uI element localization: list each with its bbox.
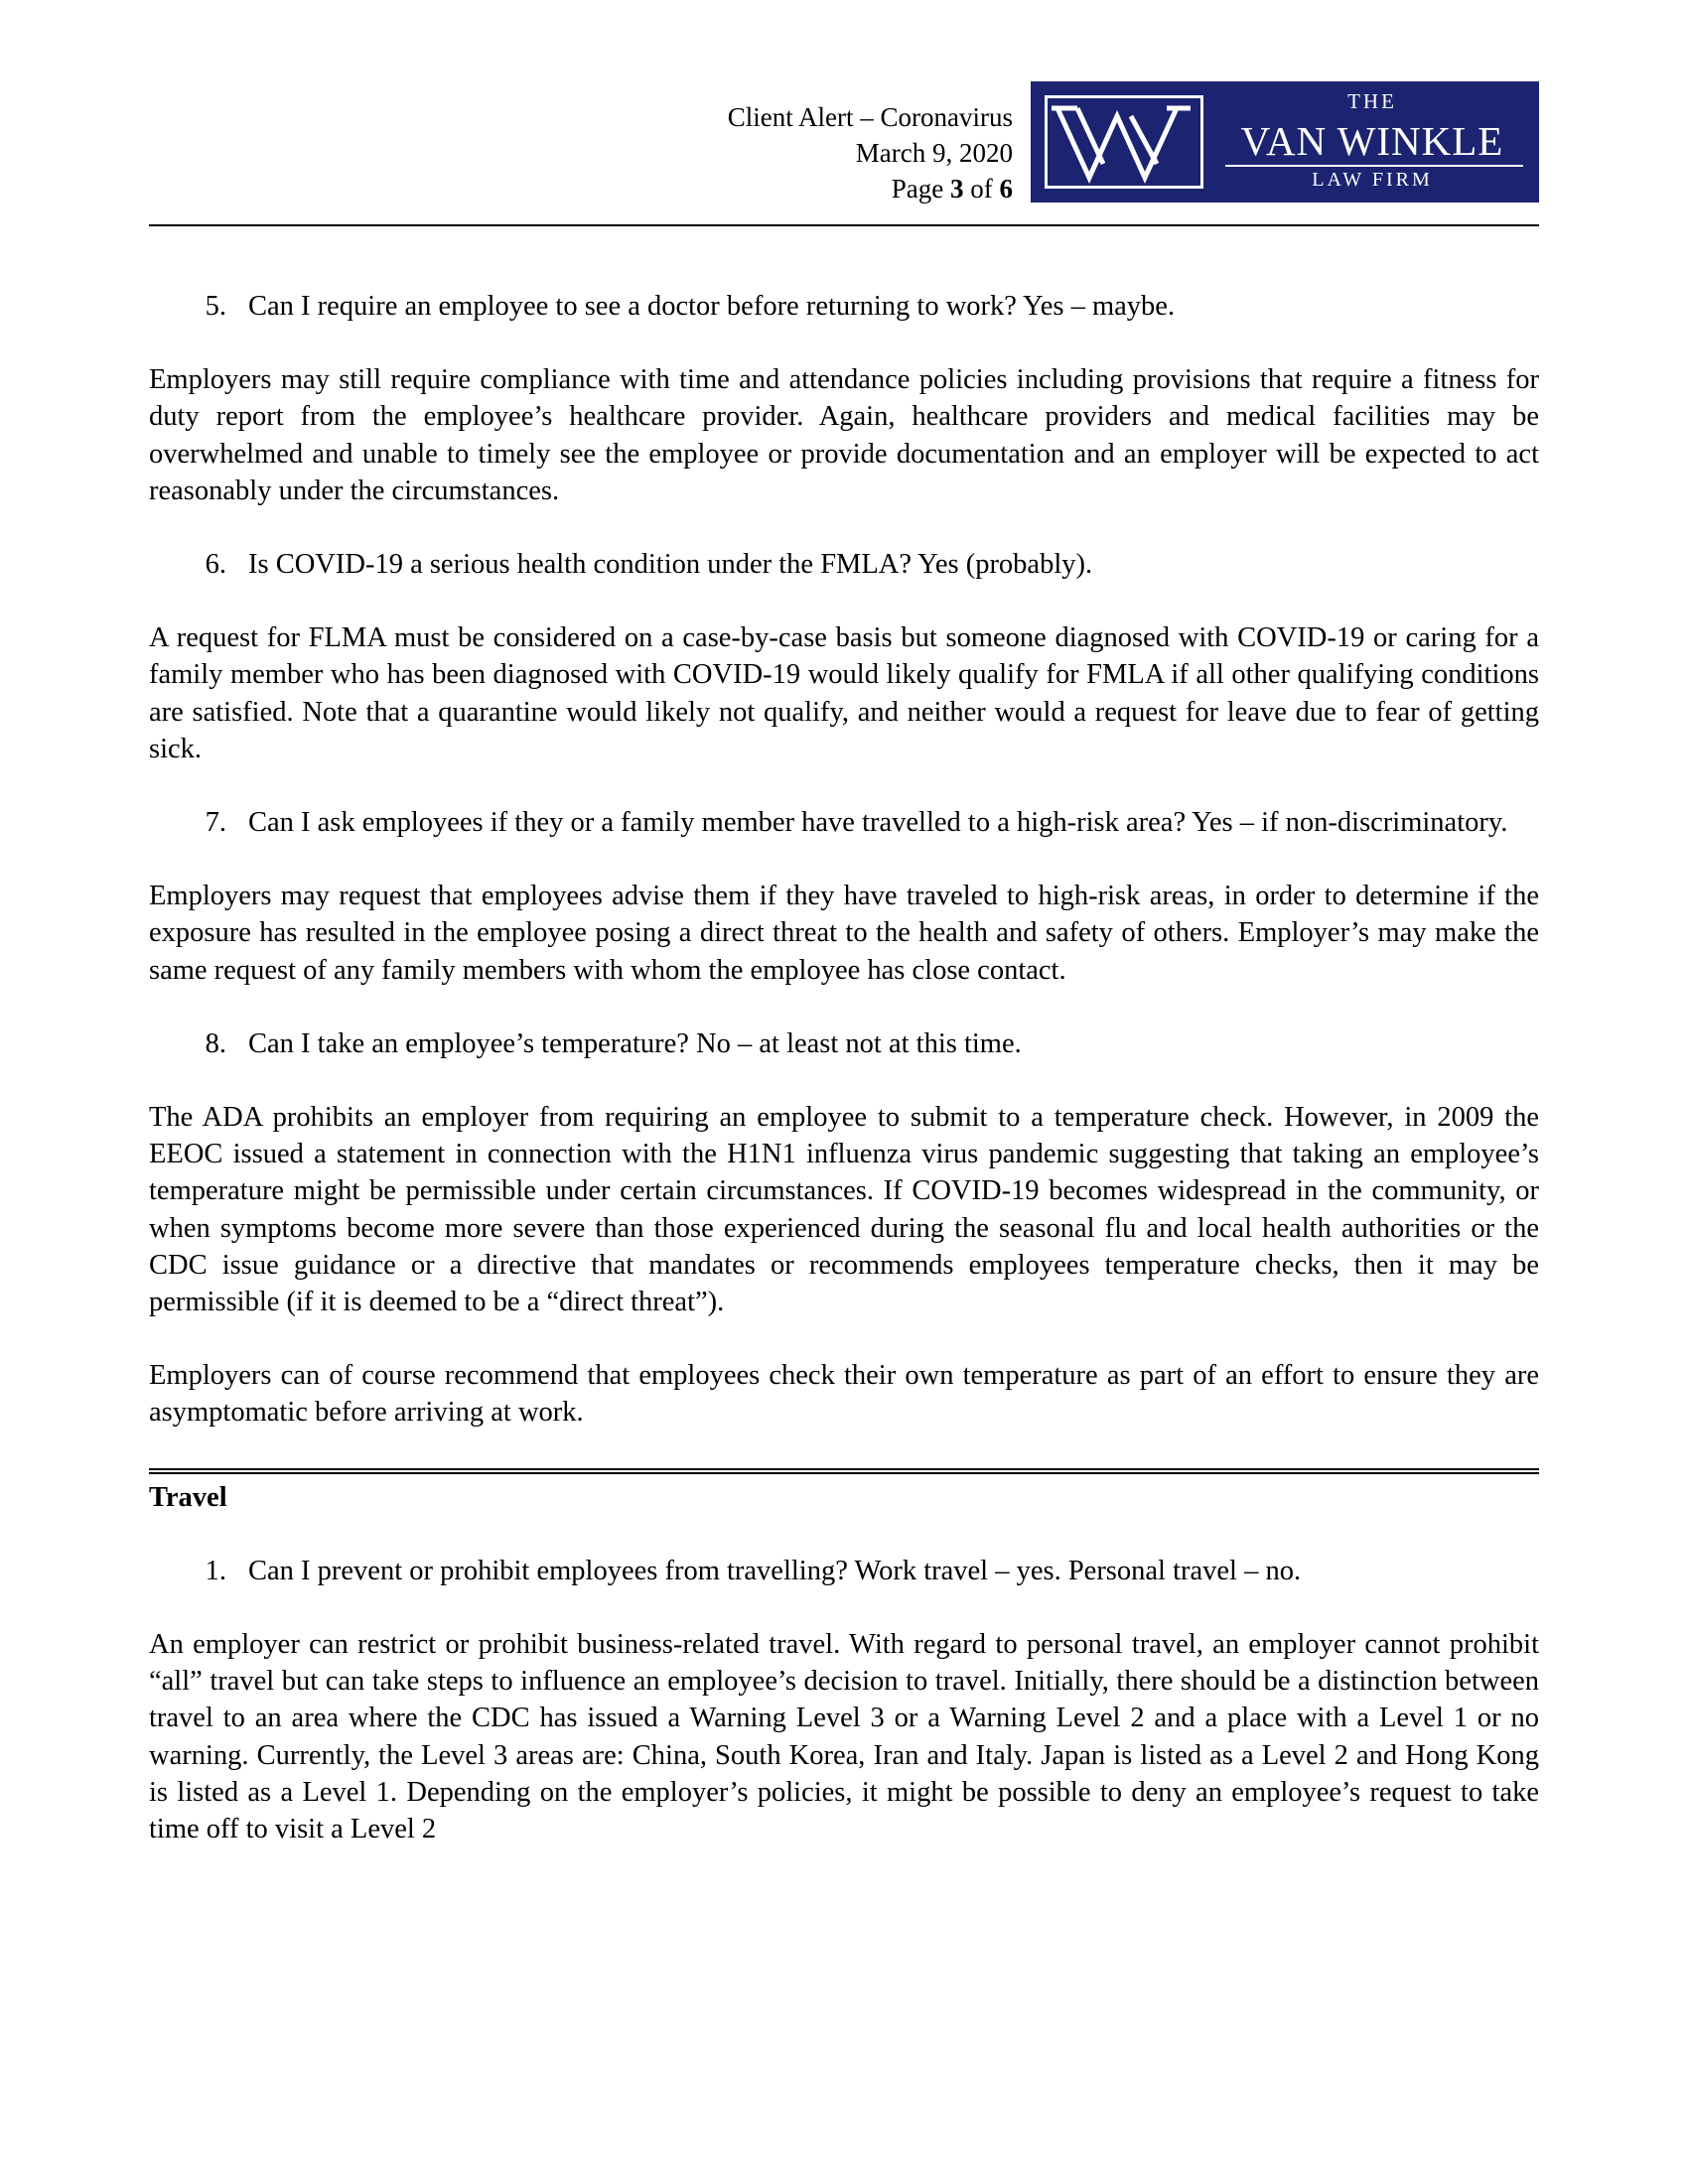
question-6 bbox=[149, 546, 1539, 583]
question-number: 5. bbox=[205, 291, 226, 322]
vw-monogram-icon bbox=[1045, 95, 1203, 189]
question-8 bbox=[149, 1025, 1539, 1062]
section-divider bbox=[149, 1468, 1539, 1474]
alert-title: Client Alert – Coronavirus bbox=[727, 102, 1013, 132]
question-text: Can I take an employee’s temperature? No – at least not at this time. bbox=[248, 1027, 1022, 1059]
question-number: 8. bbox=[205, 1027, 226, 1059]
question-number: 7. bbox=[205, 807, 226, 839]
recommendation-paragraph: Employers can of course recommend that employees check their own temperature as part of an effort to ensure they are asymptomatic before arriving at work. bbox=[149, 1360, 1539, 1429]
question-text: Is COVID-19 a serious health condition under the FMLA? Yes (probably). bbox=[248, 549, 1093, 581]
page-total: 6 bbox=[999, 174, 1013, 204]
document-body bbox=[149, 288, 1539, 1884]
question-7 bbox=[149, 804, 1539, 841]
page-of: of bbox=[970, 174, 993, 204]
logo-divider bbox=[1225, 165, 1523, 167]
question-number: 1. bbox=[205, 1555, 226, 1586]
page-number bbox=[728, 171, 1013, 206]
page-current: 3 bbox=[950, 174, 964, 204]
logo-the: THE bbox=[1347, 89, 1397, 113]
answer-paragraph: The ADA prohibits an employer from requiring an employee to submit to a temperature check. However, in 2009 the EEOC issued a statement in connection with the H1N1 influenza virus pandemic suggesting that taking an employee’s temperature might be permissible under certain circumstances. If COVID-19 becomes widespread in the community, or when symptoms become more severe than those experienced during the seasonal flu and local health authorities or the CDC issue guidance or a directive that mandates or recommends employees temperature checks, then it may be permissible (if it is deemed to be a “direct threat”). bbox=[149, 1102, 1539, 1318]
page-prefix: Page bbox=[891, 174, 944, 204]
logo-subtitle: LAW FIRM bbox=[1312, 169, 1433, 191]
question-number: 6. bbox=[205, 549, 226, 581]
question-text: Can I prevent or prohibit employees from travelling? Work travel – yes. Personal travel – no. bbox=[248, 1555, 1302, 1586]
question-text: Can I ask employees if they or a family member have travelled to a high-risk area? Yes – if non-discriminatory. bbox=[248, 807, 1508, 839]
answer-paragraph: A request for FLMA must be considered on a case-by-case basis but someone diagnosed with COVID-19 or caring for a family member who has been diagnosed with COVID-19 would likely qualify for FMLA if all other qualifying conditions are satisfied. Note that a quarantine would likely not qualify, and neither would a request for leave due to fear of getting sick. bbox=[149, 622, 1539, 764]
alert-date: March 9, 2020 bbox=[855, 138, 1013, 168]
section-title-travel: Travel bbox=[149, 1481, 227, 1513]
travel-question-1 bbox=[149, 1553, 1539, 1589]
firm-logo bbox=[1031, 81, 1539, 203]
answer-paragraph: Employers may request that employees advise them if they have traveled to high-risk areas, in order to determine if the exposure has resulted in the employee posing a direct threat to the health and safety of others. Employer’s may make the same request of any family members with whom the employee has close contact. bbox=[149, 881, 1539, 986]
answer-paragraph: Employers may still require compliance with time and attendance policies including provisions that require a fitness for duty report from the employee’s healthcare provider. Again, healthcare providers and medical facilities may be overwhelmed and unable to timely see the employee or provide documentation and an employer will be expected to act reasonably under the circumstances. bbox=[149, 364, 1539, 506]
answer-paragraph: An employer can restrict or prohibit business-related travel. With regard to personal travel, an employer cannot prohibit “all” travel but can take steps to influence an employee’s decision to travel. Initially, there should be a distinction between travel to an area where the CDC has issued a Warning Level 3 or a Warning Level 2 and a place with a Level 1 or no warning. Currently, the Level 3 areas are: China, South Korea, Iran and Italy. Japan is listed as a Level 2 and Hong Kong is listed as a Level 1. Depending on the employer’s policies, it might be possible to deny an employee’s request to take time off to visit a Level 2 bbox=[149, 1629, 1539, 1845]
header-divider bbox=[149, 224, 1539, 226]
question-5 bbox=[149, 288, 1539, 325]
header-block bbox=[728, 99, 1013, 206]
logo-name: VAN WINKLE bbox=[1240, 118, 1504, 164]
question-text: Can I require an employee to see a doctor before returning to work? Yes – maybe. bbox=[248, 291, 1176, 322]
